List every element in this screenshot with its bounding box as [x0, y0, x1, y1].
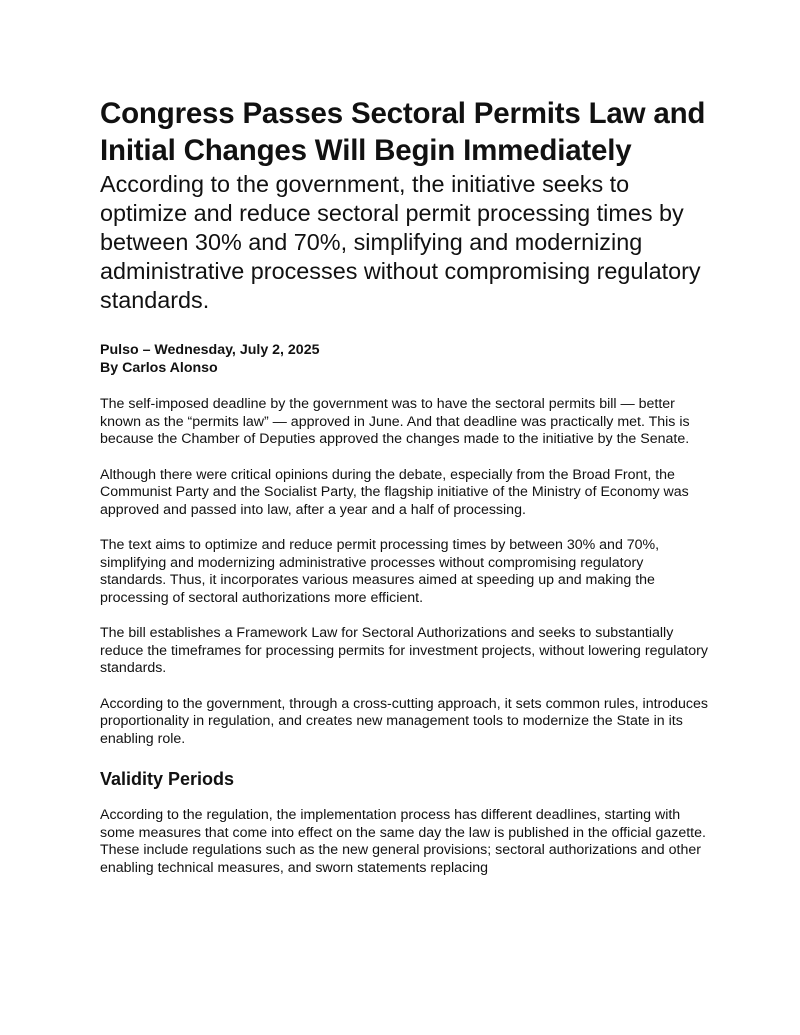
section-heading: Validity Periods — [100, 769, 235, 789]
body-paragraph: Although there were critical opinions during the debate, especially from the Broad Front, the Communist Party and the Socialist Party, the flagship initiative of the Ministry of Economy was approved and passed into law, after a year and a half of processing. — [100, 466, 689, 518]
section-paragraph: According to the regulation, the implementation process has different deadlines, starting with some measures that come into effect on the same day the law is published in the official gazette. These include regulations such as the new general provisions; sectoral authorizations and other enabling technical measures, and sworn statements replacing — [100, 807, 706, 876]
body-paragraph: The text aims to optimize and reduce permit processing times by between 30% and 70%, simplifying and modernizing administrative processes without compromising regulatory standards. Thus, it incorporates various measures aimed at speeding up and making the processing of sectoral authorizations more efficient. — [100, 537, 660, 606]
article-headline: Congress Passes Sectoral Permits Law and Initial Changes Will Begin Immediately — [100, 97, 706, 167]
body-paragraph: The self-imposed deadline by the government was to have the sectoral permits bill — better known as the “permits law” — approved in June. And that deadline was practically met. This is because the Chamber of Deputies approved the changes made to the initiative by the Senate. — [100, 396, 690, 447]
body-paragraph: The bill establishes a Framework Law for Sectoral Authorizations and seeks to substantially reduce the timeframes for processing permits for investment projects, without lowering regulatory standards. — [100, 625, 708, 676]
article — [100, 95, 712, 895]
article-dateline: Pulso – Wednesday, July 2, 2025 — [100, 342, 320, 358]
article-meta — [100, 341, 712, 377]
article-body — [100, 396, 712, 877]
article-byline: By Carlos Alonso — [100, 360, 218, 376]
body-paragraph: According to the government, through a cross-cutting approach, it sets common rules, introduces proportionality in regulation, and creates new management tools to modernize the State in its enabling role. — [100, 695, 709, 747]
article-deck: According to the government, the initiative seeks to optimize and reduce sectoral permit processing times by between 30% and 70%, simplifying and modernizing administrative processes without compromising regulatory standards. — [100, 171, 701, 313]
